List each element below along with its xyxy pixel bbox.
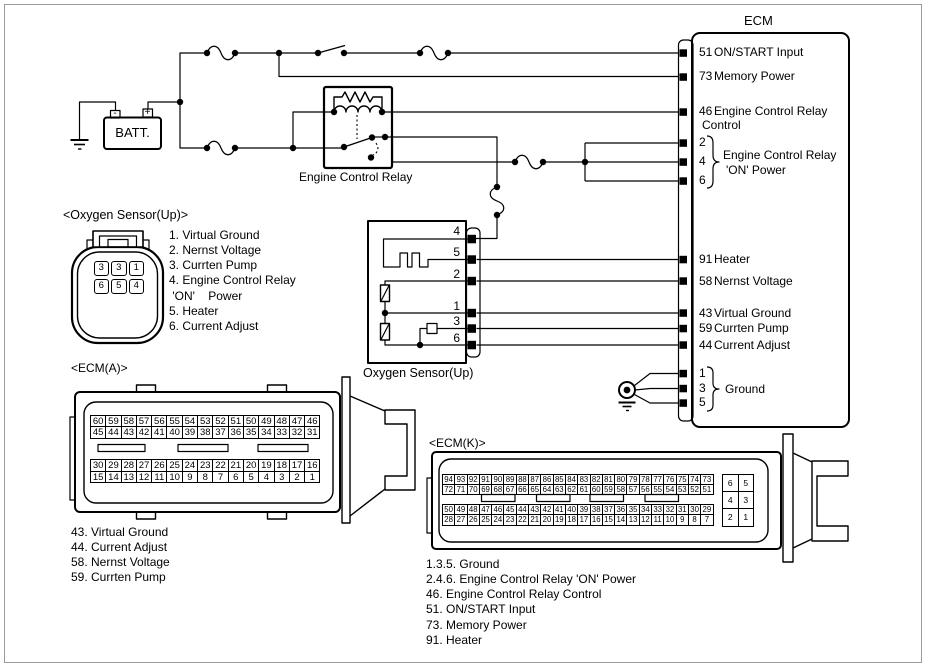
pin-cell: 64 <box>540 484 553 495</box>
ground-icon-right <box>619 374 680 411</box>
pin-cell: 43 <box>528 504 541 515</box>
pin-cell: 20 <box>540 514 553 525</box>
pin-cell: 81 <box>602 474 615 485</box>
pin-cell: 49 <box>258 415 274 428</box>
pin-cell: 40 <box>166 426 182 439</box>
pin-cell: 15 <box>90 471 106 484</box>
pin-cell: 'ON' Power <box>169 288 243 303</box>
ecm-k-grid-top <box>442 474 713 495</box>
sensor-box-pin-3: 3 <box>453 314 460 328</box>
pin-cell: 67 <box>503 484 516 495</box>
pin-cell: 12 <box>136 471 152 484</box>
pin-cell: 18 <box>565 514 578 525</box>
sensor-box-pin-5: 5 <box>453 245 460 259</box>
ecm-pin-2: 2 <box>699 135 706 149</box>
ecm-pin-5: 5 <box>699 395 706 409</box>
pin-cell: 9 <box>676 514 689 525</box>
pin-cell: 17 <box>577 514 590 525</box>
pin-cell: 31 <box>676 504 689 515</box>
pin-cell: 48 <box>274 415 290 428</box>
ecm-pin-44: 44 Current Adjust <box>699 337 791 352</box>
pin-cell: 80 <box>614 474 627 485</box>
ecm-pin-46-line2: Control <box>702 117 741 132</box>
pin-cell: 55 <box>166 415 182 428</box>
pin-cell: 18 <box>274 459 290 472</box>
pin-cell: 51. ON/START Input <box>426 602 536 617</box>
pin-cell: 60 <box>90 415 106 428</box>
pin-cell: 37 <box>212 426 228 439</box>
ecm-group-on-label: Engine Control Relay <box>723 147 837 162</box>
pin-cell: 4. Engine Control Relay <box>169 273 296 288</box>
pin-cell: 91. Heater <box>426 632 483 647</box>
pin-cell: 87 <box>528 474 541 485</box>
ecm-pin-51: 51 ON/START Input <box>699 45 804 59</box>
ecm-a-drawing <box>70 377 415 523</box>
pin-cell: 8 <box>197 471 213 484</box>
ecm-pin-46: 46 Engine Control Relay <box>699 104 828 118</box>
pin-cell: 25 <box>166 459 182 472</box>
pin-cell: 13 <box>121 471 137 484</box>
pin-cell: 69 <box>479 484 492 495</box>
sensor-box-pin-6: 6 <box>453 330 460 345</box>
pin-cell: 59. Currten Pump <box>71 570 166 585</box>
pin-cell: 44 <box>105 426 121 439</box>
pin-cell: 11 <box>651 514 664 525</box>
pin-cell: 42 <box>136 426 152 439</box>
ecm-pin-91: 91 Heater <box>699 252 751 266</box>
pin-cell: 8 <box>688 514 701 525</box>
pin-cell: 76 <box>663 474 676 485</box>
sensor-pin-terminals <box>468 235 477 349</box>
pin-cell: 59 <box>105 415 121 428</box>
pin-cell: 3. Currten Pump <box>169 258 258 273</box>
pin-cell: 43. Virtual Ground <box>71 524 169 539</box>
ecm-pin-3: 3 <box>699 380 706 395</box>
pin-cell: 35 <box>243 426 259 439</box>
pin-cell: 9 <box>182 471 198 484</box>
ecm-group-on-label2: 'ON' Power <box>726 163 786 177</box>
pin-cell: 5. Heater <box>169 303 219 318</box>
pin-cell: 50 <box>442 504 455 515</box>
pin-cell: 24 <box>182 459 198 472</box>
pin-cell: 12 <box>639 514 652 525</box>
pin-cell: 57 <box>626 484 639 495</box>
oxygen-pin-row-top <box>94 261 147 277</box>
pin-cell: 21 <box>228 459 244 472</box>
brace-ground <box>707 367 719 411</box>
fuse-icon <box>512 155 546 169</box>
sensor-box-pin-1: 1 <box>453 299 460 313</box>
pin-cell: 56 <box>151 415 167 428</box>
pin-cell: 37 <box>602 504 615 515</box>
ecm-box <box>692 33 849 427</box>
pin-cell: 4 <box>129 279 145 295</box>
pin-cell: 65 <box>528 484 541 495</box>
pin-cell: 39 <box>577 504 590 515</box>
ecm-k-side-row-3 <box>722 508 753 526</box>
pin-cell: 1. Virtual Ground <box>169 227 260 242</box>
pin-cell: 5 <box>111 279 127 295</box>
pin-cell: 6 <box>94 279 110 295</box>
pin-cell: 74 <box>688 474 701 485</box>
pin-cell: 2 <box>289 471 305 484</box>
pin-cell: 6 <box>228 471 244 484</box>
wire-relay-feed <box>180 102 344 151</box>
sensor-box-pin-2: 2 <box>453 267 460 281</box>
pin-cell: 60 <box>590 484 603 495</box>
pin-cell: 16 <box>590 514 603 525</box>
pin-cell: 49 <box>454 504 467 515</box>
pin-cell: 4 <box>258 471 274 484</box>
wire-relay-output <box>385 137 679 239</box>
pin-cell: 20 <box>243 459 259 472</box>
pin-cell: 86 <box>540 474 553 485</box>
ecm-a-row-2 <box>90 426 319 439</box>
wire-sensor-to-ecm <box>477 260 680 346</box>
pin-cell: 30 <box>90 459 106 472</box>
pin-cell: 26 <box>151 459 167 472</box>
fuse-icon <box>417 46 451 60</box>
pin-cell: 38 <box>590 504 603 515</box>
pin-cell: 34 <box>639 504 652 515</box>
pin-cell: 45 <box>90 426 106 439</box>
sensor-box-pin-4: 4 <box>453 224 460 238</box>
pin-cell: 66 <box>516 484 529 495</box>
pin-cell: 44 <box>516 504 529 515</box>
pin-cell: 29 <box>700 504 713 515</box>
pin-cell: 52 <box>212 415 228 428</box>
ecm-k-title: <ECM(K)> <box>429 436 486 450</box>
pin-cell: 73 <box>700 474 713 485</box>
pin-cell: 43 <box>121 426 137 439</box>
ecm-pin-1: 1 <box>699 365 706 380</box>
pin-cell: 16 <box>304 459 320 472</box>
pin-cell: 7 <box>212 471 228 484</box>
ecm-k-row-4 <box>442 514 713 525</box>
ecm-k-drawing <box>427 434 848 562</box>
ecm-a-grid-top <box>90 415 319 438</box>
pin-cell: 52 <box>688 484 701 495</box>
sensor-box-label: Oxygen Sensor(Up) <box>363 366 474 380</box>
oxygen-connector-legend <box>169 228 296 335</box>
pin-cell: 32 <box>663 504 676 515</box>
pin-cell: 93 <box>454 474 467 485</box>
pin-cell: 27 <box>454 514 467 525</box>
pin-cell: 34 <box>258 426 274 439</box>
pin-cell: 51 <box>228 415 244 428</box>
pin-cell: 47 <box>479 504 492 515</box>
ecm-k-legend <box>426 557 636 649</box>
pin-cell: 92 <box>467 474 480 485</box>
pin-cell: 3 <box>274 471 290 484</box>
pin-cell: 54 <box>182 415 198 428</box>
pin-cell: 21 <box>528 514 541 525</box>
battery-label: BATT. <box>115 125 150 140</box>
pin-cell: 90 <box>491 474 504 485</box>
pin-cell: 78 <box>639 474 652 485</box>
pin-cell: 40 <box>565 504 578 515</box>
pin-cell: 41 <box>151 426 167 439</box>
pin-cell: 91 <box>479 474 492 485</box>
pin-cell: 42 <box>540 504 553 515</box>
pin-cell: 62 <box>565 484 578 495</box>
ecm-pin-terminals <box>680 49 688 407</box>
pin-cell: 70 <box>467 484 480 495</box>
fuse-icon <box>204 141 238 155</box>
pin-cell: 22 <box>212 459 228 472</box>
ecm-title: ECM <box>744 13 773 28</box>
pin-cell: 88 <box>516 474 529 485</box>
battery-pos: + <box>144 107 151 118</box>
battery-neg: - <box>113 108 117 119</box>
pin-cell: 14 <box>105 471 121 484</box>
pin-cell: 2.4.6. Engine Control Relay 'ON' Power <box>426 571 637 586</box>
oxygen-pin-row-bottom <box>94 279 147 295</box>
pin-cell: 15 <box>602 514 615 525</box>
pin-cell: 2. Nernst Voltage <box>169 242 262 257</box>
pin-cell: 56 <box>639 484 652 495</box>
oxygen-connector-pins <box>94 261 147 297</box>
fuse-icon <box>204 46 238 60</box>
pin-cell: 53 <box>197 415 213 428</box>
pin-cell: 58 <box>614 484 627 495</box>
pin-cell: 28 <box>442 514 455 525</box>
pin-cell: 36 <box>228 426 244 439</box>
pin-cell: 3 <box>111 261 127 277</box>
pin-cell: 73. Memory Power <box>426 617 527 632</box>
pin-cell: 30 <box>688 504 701 515</box>
pin-cell: 22 <box>516 514 529 525</box>
pin-cell: 61 <box>577 484 590 495</box>
pin-cell: 58 <box>121 415 137 428</box>
pin-cell: 6. Current Adjust <box>169 319 259 334</box>
fuse-icon <box>490 184 504 218</box>
relay-switch-icon <box>341 115 388 161</box>
ecm-pin-59: 59 Currten Pump <box>699 321 789 335</box>
pin-cell: 36 <box>614 504 627 515</box>
ecm-pin-4: 4 <box>699 154 706 168</box>
ecm-pin-6: 6 <box>699 173 706 187</box>
ecm-connector-strip <box>679 40 694 421</box>
pin-cell: 38 <box>197 426 213 439</box>
ignition-switch-icon <box>315 46 347 57</box>
pin-cell: 1 <box>738 508 755 526</box>
pin-cell: 19 <box>553 514 566 525</box>
wire-memory-power <box>279 53 679 77</box>
pin-cell: 1 <box>129 261 145 277</box>
pin-cell: 75 <box>676 474 689 485</box>
pin-cell: 83 <box>577 474 590 485</box>
pin-cell: 54 <box>663 484 676 495</box>
pin-cell: 46 <box>304 415 320 428</box>
pin-cell: 79 <box>626 474 639 485</box>
pin-cell: 6 <box>722 474 739 492</box>
pin-cell: 11 <box>151 471 167 484</box>
pin-cell: 10 <box>166 471 182 484</box>
pin-cell: 46 <box>491 504 504 515</box>
pin-cell: 51 <box>700 484 713 495</box>
ecm-pin-43: 43 Virtual Ground <box>699 305 792 320</box>
pin-cell: 26 <box>467 514 480 525</box>
pin-cell: 53 <box>676 484 689 495</box>
pin-cell: 27 <box>136 459 152 472</box>
pin-cell: 39 <box>182 426 198 439</box>
pin-cell: 2 <box>722 508 739 526</box>
pin-cell: 13 <box>626 514 639 525</box>
pin-cell: 46. Engine Control Relay Control <box>426 587 602 602</box>
ground-icon-left <box>71 140 89 149</box>
pin-cell: 72 <box>442 484 455 495</box>
pin-cell: 59 <box>602 484 615 495</box>
pin-cell: 85 <box>553 474 566 485</box>
pin-cell: 7 <box>700 514 713 525</box>
oxygen-connector-title: <Oxygen Sensor(Up)> <box>63 207 189 222</box>
pin-cell: 41 <box>553 504 566 515</box>
ecm-k-side-row-2 <box>722 491 753 509</box>
pin-cell: 1.3.5. Ground <box>426 556 500 571</box>
pin-cell: 28 <box>121 459 137 472</box>
brace-on-power <box>707 136 719 188</box>
pin-cell: 89 <box>503 474 516 485</box>
ecm-pin-58: 58 Nernst Voltage <box>699 273 793 288</box>
relay-label: Engine Control Relay <box>299 170 413 184</box>
ecm-a-legend <box>71 525 170 586</box>
ecm-k-grid-bottom <box>442 504 713 525</box>
pin-cell: 84 <box>565 474 578 485</box>
pin-cell: 45 <box>503 504 516 515</box>
relay-coil-icon <box>331 106 385 115</box>
pin-cell: 5 <box>738 474 755 492</box>
pin-cell: 50 <box>243 415 259 428</box>
pin-cell: 63 <box>553 484 566 495</box>
pin-cell: 58. Nernst Voltage <box>71 555 170 570</box>
pin-cell: 47 <box>289 415 305 428</box>
pin-cell: 19 <box>258 459 274 472</box>
pin-cell: 33 <box>274 426 290 439</box>
pin-cell: 55 <box>651 484 664 495</box>
pin-cell: 10 <box>663 514 676 525</box>
ecm-a-title: <ECM(A)> <box>71 361 128 375</box>
pin-cell: 68 <box>491 484 504 495</box>
pin-cell: 77 <box>651 474 664 485</box>
pin-cell: 24 <box>491 514 504 525</box>
pin-cell: 5 <box>243 471 259 484</box>
ecm-group-ground-label: Ground <box>725 381 766 396</box>
ecm-k-side-grid <box>722 474 753 526</box>
pin-cell: 25 <box>479 514 492 525</box>
pin-cell: 14 <box>614 514 627 525</box>
pin-cell: 17 <box>289 459 305 472</box>
ecm-k-side-row-1 <box>722 474 753 492</box>
pin-cell: 71 <box>454 484 467 495</box>
pin-cell: 23 <box>503 514 516 525</box>
pin-cell: 4 <box>722 491 739 509</box>
pin-cell: 1 <box>304 471 320 484</box>
pin-cell: 3 <box>94 261 110 277</box>
pin-cell: 3 <box>738 491 755 509</box>
pin-cell: 48 <box>467 504 480 515</box>
ecm-k-row-2 <box>442 484 713 495</box>
pin-cell: 35 <box>626 504 639 515</box>
pin-cell: 29 <box>105 459 121 472</box>
pin-cell: 82 <box>590 474 603 485</box>
ecm-a-grid-bottom <box>90 459 319 482</box>
pin-cell: 32 <box>289 426 305 439</box>
ecm-a-row-4 <box>90 471 319 484</box>
pin-cell: 94 <box>442 474 455 485</box>
pin-cell: 57 <box>136 415 152 428</box>
pin-cell: 23 <box>197 459 213 472</box>
pin-cell: 31 <box>304 426 320 439</box>
pin-cell: 44. Current Adjust <box>71 539 168 554</box>
pin-cell: 33 <box>651 504 664 515</box>
ecm-pin-73: 73 Memory Power <box>699 69 795 83</box>
